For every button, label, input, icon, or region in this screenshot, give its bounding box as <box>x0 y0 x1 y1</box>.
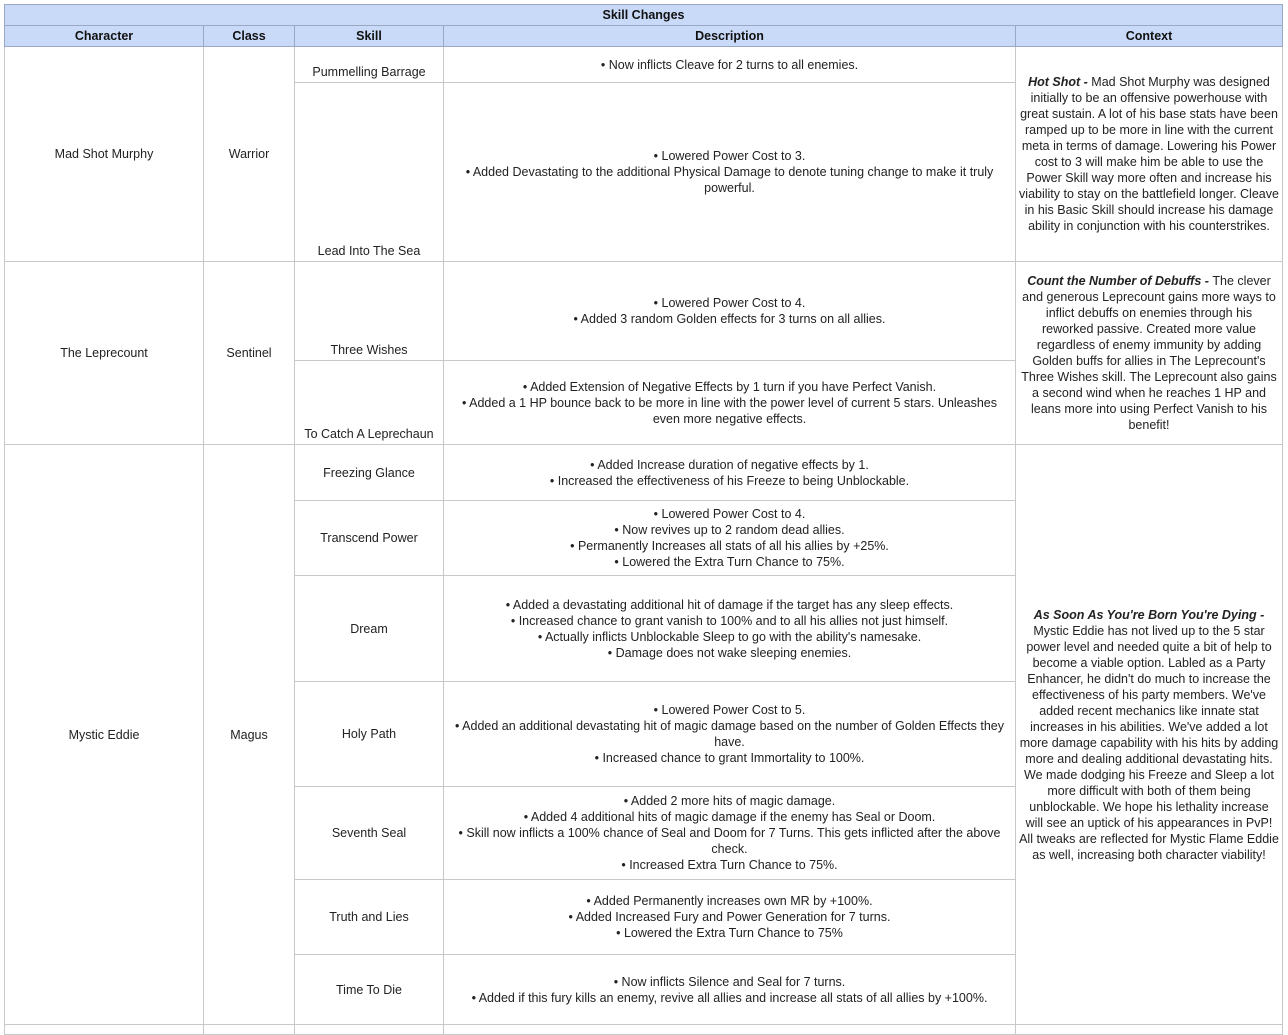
description-line: • Lowered Power Cost to 4. <box>653 296 806 310</box>
context-body: Mad Shot Murphy was designed initially to be an offensive powerhouse with great sustain. A lot of his base stats have been ramped up to be more in line with the current meta in terms of damage. Lowering his Power cost to 3 will make him be able to use the Power Skill way more often and increase his viability to stay on the battlefield longer. Cleave in his Basic Skill should increase his damage ability in conjunction with his counterstrikes. <box>1019 75 1279 233</box>
description-line: • Increased Extra Turn Chance to 75%. <box>621 858 838 872</box>
context-heading: As Soon As You're Born You're Dying - <box>1033 607 1265 622</box>
header-character[interactable]: Character <box>5 26 204 47</box>
empty-cell[interactable] <box>5 1025 204 1035</box>
skill-cell[interactable]: Lead Into The Sea <box>295 83 444 262</box>
header-description[interactable]: Description <box>444 26 1016 47</box>
description-line: • Added Permanently increases own MR by +100%. <box>586 894 873 908</box>
header-context[interactable]: Context <box>1016 26 1283 47</box>
skill-cell[interactable]: Transcend Power <box>295 501 444 576</box>
description-line: • Added a 1 HP bounce back to be more in line with the power level of current 5 stars. Unleashes even more negative effects. <box>461 395 997 426</box>
empty-cell[interactable] <box>1016 1025 1283 1035</box>
description-line: • Permanently Increases all stats of all his allies by +25%. <box>570 539 889 553</box>
description-line: • Added 2 more hits of magic damage. <box>623 794 836 808</box>
description-line: • Increased chance to grant Immortality to 100%. <box>594 751 865 765</box>
description-line: • Actually inflicts Unblockable Sleep to go with the ability's namesake. <box>537 629 922 644</box>
description-cell[interactable] <box>444 262 1016 361</box>
skill-cell[interactable]: Holy Path <box>295 682 444 787</box>
skill-cell[interactable]: Seventh Seal <box>295 787 444 880</box>
description-line: • Increased chance to grant vanish to 100% and to all his allies not just himself. <box>510 613 949 628</box>
description-line: • Now inflicts Cleave for 2 turns to all enemies. <box>600 57 859 72</box>
skill-cell[interactable]: Truth and Lies <box>295 880 444 955</box>
context-cell[interactable] <box>1016 262 1283 445</box>
description-cell[interactable] <box>444 83 1016 262</box>
table-row <box>5 47 1283 83</box>
header-skill[interactable]: Skill <box>295 26 444 47</box>
description-line: • Added 3 random Golden effects for 3 turns on all allies. <box>573 312 886 326</box>
empty-cell[interactable] <box>204 1025 295 1035</box>
description-line: • Lowered Power Cost to 5. <box>653 703 806 717</box>
skill-changes-sheet <box>4 4 1283 1035</box>
context-heading: Count the Number of Debuffs - <box>1027 274 1213 288</box>
description-cell[interactable] <box>444 576 1016 682</box>
context-cell[interactable] <box>1016 47 1283 262</box>
table-row <box>5 1025 1283 1035</box>
skill-cell[interactable]: Time To Die <box>295 955 444 1025</box>
description-line: • Added an additional devastating hit of magic damage based on the number of Golden Effects they have. <box>455 719 1004 749</box>
description-cell[interactable] <box>444 445 1016 501</box>
description-line: • Lowered Power Cost to 4. <box>653 507 806 521</box>
description-line: • Damage does not wake sleeping enemies. <box>607 645 852 660</box>
skill-changes-table <box>4 4 1283 1035</box>
table-title: Skill Changes <box>5 5 1283 26</box>
description-line: • Increased the effectiveness of his Freeze to being Unblockable. <box>549 473 910 488</box>
character-cell[interactable]: Mad Shot Murphy <box>5 47 204 262</box>
description-cell[interactable] <box>444 501 1016 576</box>
description-line: • Skill now inflicts a 100% chance of Seal and Doom for 7 Turns. This gets inflicted after the above check. <box>458 826 1001 856</box>
skill-cell[interactable]: Freezing Glance <box>295 445 444 501</box>
skill-cell[interactable]: Pummelling Barrage <box>295 47 444 83</box>
description-line: • Added a devastating additional hit of damage if the target has any sleep effects. <box>505 597 954 612</box>
description-cell[interactable] <box>444 361 1016 445</box>
context-heading: Hot Shot - <box>1028 75 1092 89</box>
description-line: • Added Extension of Negative Effects by 1 turn if you have Perfect Vanish. <box>522 379 937 394</box>
description-cell[interactable] <box>444 880 1016 955</box>
character-cell[interactable]: Mystic Eddie <box>5 445 204 1025</box>
context-body: Mystic Eddie has not lived up to the 5 star power level and needed quite a bit of help to become a viable option. Labled as a Party Enhancer, he didn't do much to increase the effectiveness of his party members. We've added recent mechanics like innate stat increases in his abilities. We've added a lot more damage capability with his hits by adding more and dealing additional devastating hits. We made dodging his Freeze and Sleep a lot more difficult with both of them being unblockable. We hope his lethality increase will see an uptick of his appearances in PvP! All tweaks are reflected for Mystic Flame Eddie as well, increasing both character viability! <box>1019 623 1279 862</box>
skill-cell[interactable]: Dream <box>295 576 444 682</box>
class-cell[interactable]: Warrior <box>204 47 295 262</box>
context-cell[interactable] <box>1016 445 1283 1025</box>
empty-cell[interactable] <box>444 1025 1016 1035</box>
skill-cell[interactable]: To Catch A Leprechaun <box>295 361 444 445</box>
character-cell[interactable]: The Leprecount <box>5 262 204 445</box>
description-line: • Added Increase duration of negative effects by 1. <box>590 457 869 472</box>
description-line: • Lowered the Extra Turn Chance to 75% <box>616 926 843 940</box>
description-line: • Added Increased Fury and Power Generation for 7 turns. <box>568 910 891 924</box>
context-body: The clever and generous Leprecount gains more ways to inflict debuffs on enemies through his reworked passive. Created more value regardless of enemy immunity by adding Golden buffs for allies in The Leprecount's Three Wishes skill. The Leprecount also gains a second wind when he reaches 1 HP and leans more into using Perfect Vanish to his benefit! <box>1021 274 1277 432</box>
header-class[interactable]: Class <box>204 26 295 47</box>
description-line: • Now revives up to 2 random dead allies. <box>614 523 845 537</box>
description-cell[interactable] <box>444 955 1016 1025</box>
class-cell[interactable]: Sentinel <box>204 262 295 445</box>
description-line: • Added Devastating to the additional Physical Damage to denote tuning change to make it truly powerful. <box>465 165 994 195</box>
description-line: • Added if this fury kills an enemy, revive all allies and increase all stats of all allies by +100%. <box>471 990 988 1005</box>
description-line: • Lowered the Extra Turn Chance to 75%. <box>614 555 845 569</box>
description-cell[interactable] <box>444 47 1016 83</box>
description-cell[interactable] <box>444 787 1016 880</box>
description-line: • Added 4 additional hits of magic damage if the enemy has Seal or Doom. <box>523 810 936 824</box>
description-line: • Lowered Power Cost to 3. <box>653 149 806 163</box>
description-line: • Now inflicts Silence and Seal for 7 turns. <box>613 974 846 989</box>
class-cell[interactable]: Magus <box>204 445 295 1025</box>
description-cell[interactable] <box>444 682 1016 787</box>
table-row <box>5 445 1283 501</box>
table-row <box>5 262 1283 361</box>
empty-cell[interactable] <box>295 1025 444 1035</box>
skill-cell[interactable]: Three Wishes <box>295 262 444 361</box>
